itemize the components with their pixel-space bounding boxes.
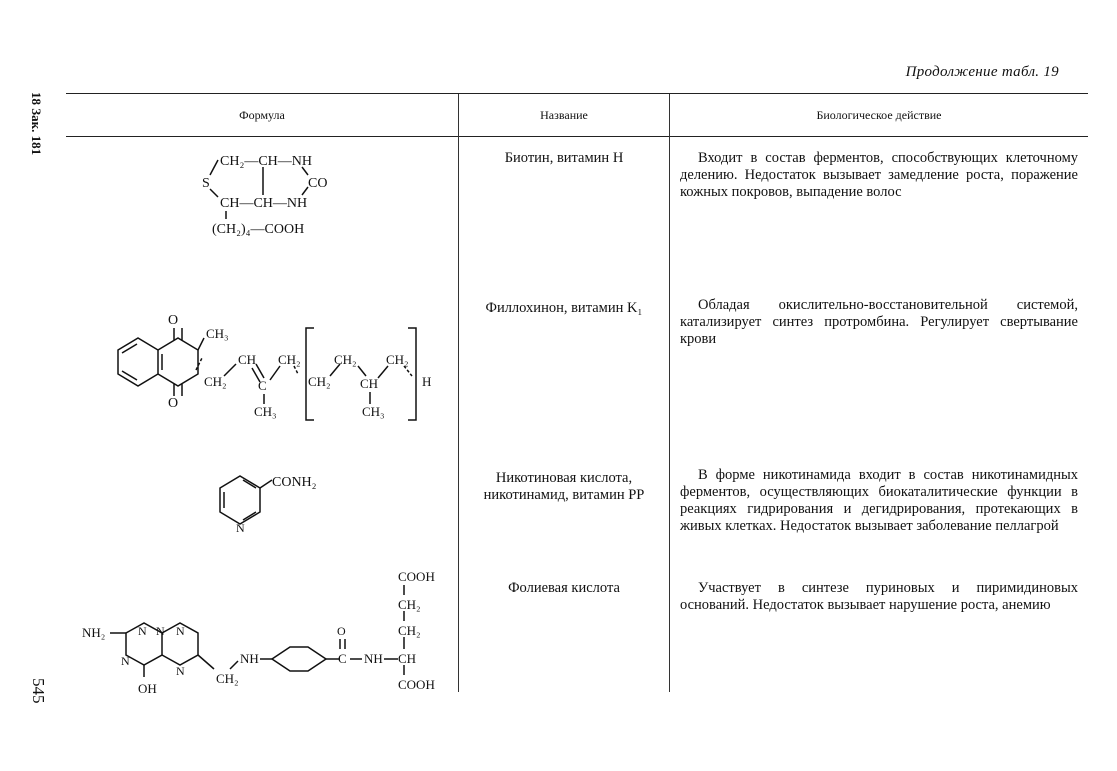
header-name: Название bbox=[540, 108, 588, 122]
row-biotin-name: Биотин, витамин H bbox=[504, 150, 624, 166]
table-caption: Продолжение табл. 19 bbox=[905, 64, 1059, 80]
svg-text:O: O bbox=[168, 396, 179, 411]
svg-text:CH: CH bbox=[238, 352, 257, 367]
svg-text:N: N bbox=[176, 664, 185, 678]
svg-text:S: S bbox=[202, 176, 210, 191]
svg-text:CH₂: CH₂ bbox=[398, 597, 421, 612]
row-folic-action: Участвует в синтезе пуриновых и пиримидиновых оснований. Недостаток вызывает нарушение роста, анемию bbox=[680, 580, 1078, 613]
svg-text:N: N bbox=[156, 624, 165, 638]
nicotinamide-formula bbox=[210, 468, 350, 533]
row-folic-name: Фолиевая кислота bbox=[508, 580, 620, 596]
svg-text:CH₃: CH₃ bbox=[362, 404, 385, 419]
svg-text:NH₂: NH₂ bbox=[82, 625, 106, 640]
header-formula: Формула bbox=[239, 108, 285, 122]
svg-text:CH: CH bbox=[398, 651, 417, 666]
svg-text:C: C bbox=[338, 651, 347, 666]
page-number: 545 bbox=[29, 678, 48, 704]
svg-text:O: O bbox=[337, 624, 346, 638]
svg-text:N: N bbox=[236, 521, 245, 535]
phylloquinone-formula bbox=[108, 300, 448, 430]
svg-text:O: O bbox=[168, 313, 179, 328]
row-phylloquinone-name: Филлохинон, витамин K₁ bbox=[485, 300, 643, 316]
svg-text:N: N bbox=[138, 624, 147, 638]
svg-text:N: N bbox=[121, 654, 130, 668]
svg-text:CONH₂: CONH₂ bbox=[272, 475, 317, 490]
svg-text:OH: OH bbox=[138, 681, 157, 696]
svg-text:COOH: COOH bbox=[398, 677, 435, 692]
svg-text:CH₂: CH₂ bbox=[278, 352, 301, 367]
biotin-formula bbox=[190, 145, 360, 245]
svg-text:H: H bbox=[422, 374, 432, 389]
margin-note-top: 18 Зак. 181 bbox=[29, 92, 44, 156]
table-header-rule bbox=[66, 136, 1088, 137]
svg-text:C: C bbox=[258, 378, 267, 393]
svg-text:NH: NH bbox=[364, 651, 383, 666]
svg-text:CH₃: CH₃ bbox=[206, 326, 229, 341]
svg-text:CH₃: CH₃ bbox=[254, 404, 277, 419]
svg-text:CH: CH bbox=[360, 376, 379, 391]
svg-text:COOH: COOH bbox=[398, 569, 435, 584]
svg-text:CH₂: CH₂ bbox=[398, 623, 421, 638]
column-divider-1 bbox=[458, 94, 459, 692]
svg-text:CO: CO bbox=[308, 176, 328, 191]
svg-text:CH₂: CH₂ bbox=[204, 374, 227, 389]
svg-text:CH₂: CH₂ bbox=[308, 374, 331, 389]
svg-text:(CH₂)₄—COOH: (CH₂)₄—COOH bbox=[212, 222, 305, 237]
row-biotin-action: Входит в состав ферментов, способствующих клеточному делению. Недостаток вызывает замедление роста, поражение кожных покровов, выпадение волос bbox=[680, 150, 1078, 200]
svg-text:NH: NH bbox=[240, 651, 259, 666]
header-action: Биологическое действие bbox=[816, 108, 942, 122]
svg-text:CH—CH—NH: CH—CH—NH bbox=[220, 196, 308, 211]
table-top-rule bbox=[66, 93, 1088, 94]
row-nicotinic-action: В форме никотинамида входит в состав никотинамидных ферментов, осуществляющих биокаталитические функции в реакциях гидрирования и дегидрирования, протекающих в живых клетках. Недостаток вызывает заболевание пеллагрой bbox=[680, 467, 1078, 534]
svg-text:CH₂—CH—NH: CH₂—CH—NH bbox=[220, 154, 312, 169]
svg-text:N: N bbox=[176, 624, 185, 638]
column-divider-2 bbox=[669, 94, 670, 692]
svg-text:CH₂: CH₂ bbox=[334, 352, 357, 367]
folic-acid-formula bbox=[80, 565, 450, 707]
row-nicotinic-name: Никотиновая кислота, никотинамид, витамин PP bbox=[483, 470, 645, 503]
svg-text:CH₂: CH₂ bbox=[216, 671, 239, 686]
row-phylloquinone-action: Обладая окислительно-восстановительной системой, катализирует синтез протромбина. Регулирует свертывание крови bbox=[680, 297, 1078, 347]
svg-text:CH₂: CH₂ bbox=[386, 352, 409, 367]
